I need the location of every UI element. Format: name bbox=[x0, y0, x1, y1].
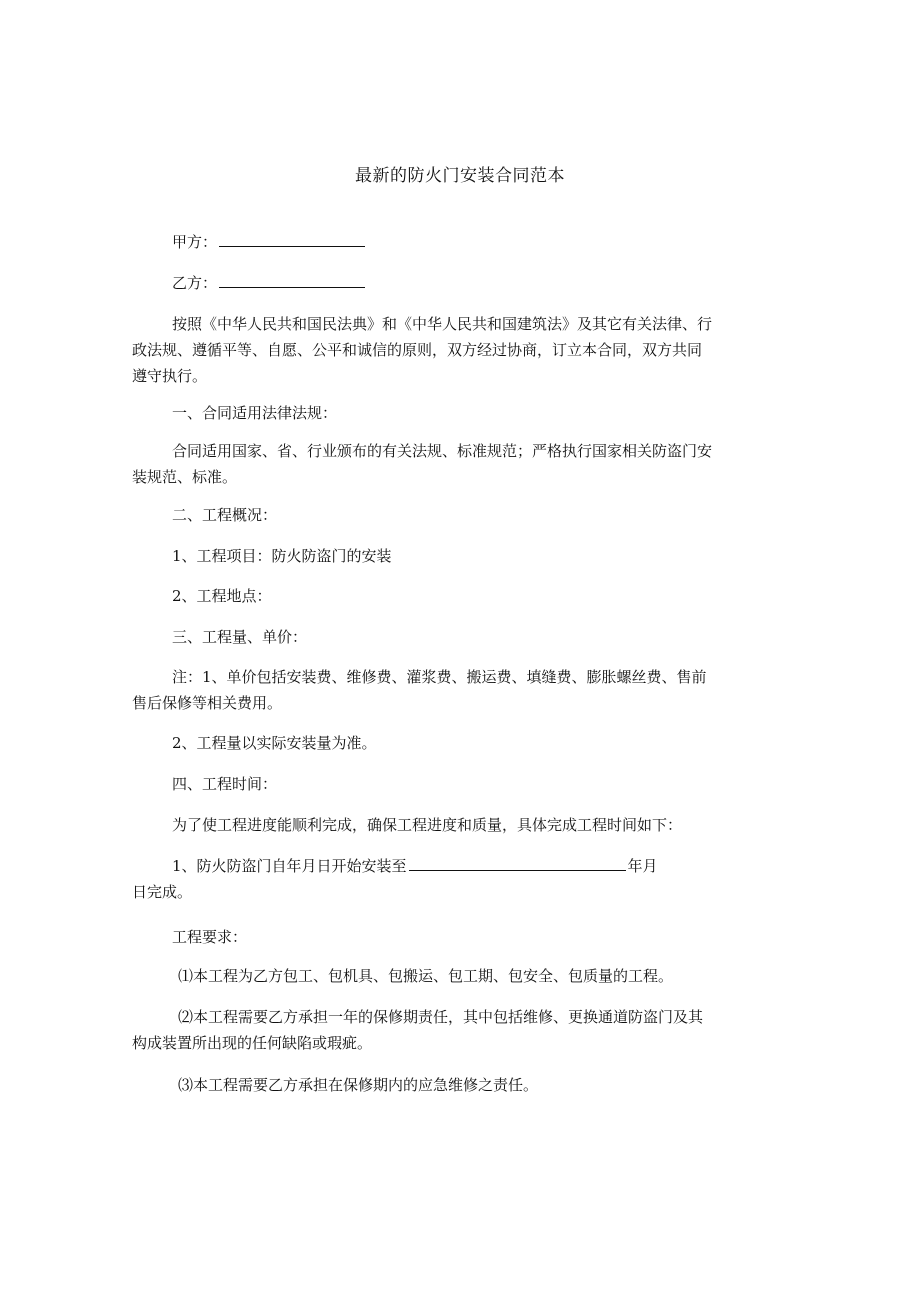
section1-heading: 一、合同适用法律法规： bbox=[172, 404, 338, 422]
section4-item-1-prefix: 1、防火防盗门自年月日开始安装至 bbox=[172, 857, 407, 875]
requirement-2-line-1: ⑵本工程需要乙方承担一年的保修期责任，其中包括维修、更换通道防盗门及其 bbox=[178, 1008, 704, 1026]
party-b-label: 乙方： bbox=[172, 274, 218, 292]
party-a-blank[interactable] bbox=[219, 229, 365, 247]
section3-note-line-1: 注：1、单价包括安装费、维修费、灌浆费、搬运费、填缝费、膨胀螺丝费、售前 bbox=[172, 668, 707, 686]
requirement-2-line-2: 构成装置所出现的任何缺陷或瑕疵。 bbox=[132, 1034, 373, 1052]
party-b-blank[interactable] bbox=[219, 270, 365, 288]
requirement-1: ⑴本工程为乙方包工、包机具、包搬运、包工期、包安全、包质量的工程。 bbox=[178, 967, 674, 985]
section1-line-2: 装规范、标准。 bbox=[132, 468, 238, 486]
section4-item-1-line-1 bbox=[172, 853, 832, 879]
preamble-line-2: 政法规、遵循平等、自愿、公平和诚信的原则，双方经过协商，订立本合同，双方共同 bbox=[132, 341, 703, 359]
requirements-heading: 工程要求： bbox=[172, 928, 248, 946]
section4-heading: 四、工程时间： bbox=[172, 775, 278, 793]
requirement-3: ⑶本工程需要乙方承担在保修期内的应急维修之责任。 bbox=[178, 1076, 539, 1094]
party-b-line bbox=[172, 270, 832, 296]
section1-line-1: 合同适用国家、省、行业颁布的有关法规、标准规范；严格执行国家相关防盗门安 bbox=[172, 442, 713, 460]
section3-heading: 三、工程量、单价： bbox=[172, 628, 308, 646]
section3-item-2: 2、工程量以实际安装量为准。 bbox=[172, 734, 377, 752]
section3-note-line-2: 售后保修等相关费用。 bbox=[132, 694, 283, 712]
section2-item-2: 2、工程地点： bbox=[172, 587, 272, 605]
section4-intro: 为了使工程进度能顺利完成，确保工程进度和质量，具体完成工程时间如下： bbox=[172, 816, 683, 834]
section4-item-1-line-2: 日完成。 bbox=[132, 883, 193, 901]
preamble-line-1: 按照《中华人民共和国民法典》和《中华人民共和国建筑法》及其它有关法律、行 bbox=[172, 315, 713, 333]
section2-heading: 二、工程概况： bbox=[172, 506, 278, 524]
party-a-label: 甲方： bbox=[172, 233, 218, 251]
party-a-line bbox=[172, 229, 832, 255]
section4-item-1-suffix: 年月 bbox=[627, 857, 658, 875]
completion-date-blank[interactable] bbox=[409, 853, 626, 871]
preamble-line-3: 遵守执行。 bbox=[132, 367, 208, 385]
section2-item-1: 1、工程项目：防火防盗门的安装 bbox=[172, 547, 392, 565]
document-title: 最新的防火门安装合同范本 bbox=[355, 166, 565, 186]
